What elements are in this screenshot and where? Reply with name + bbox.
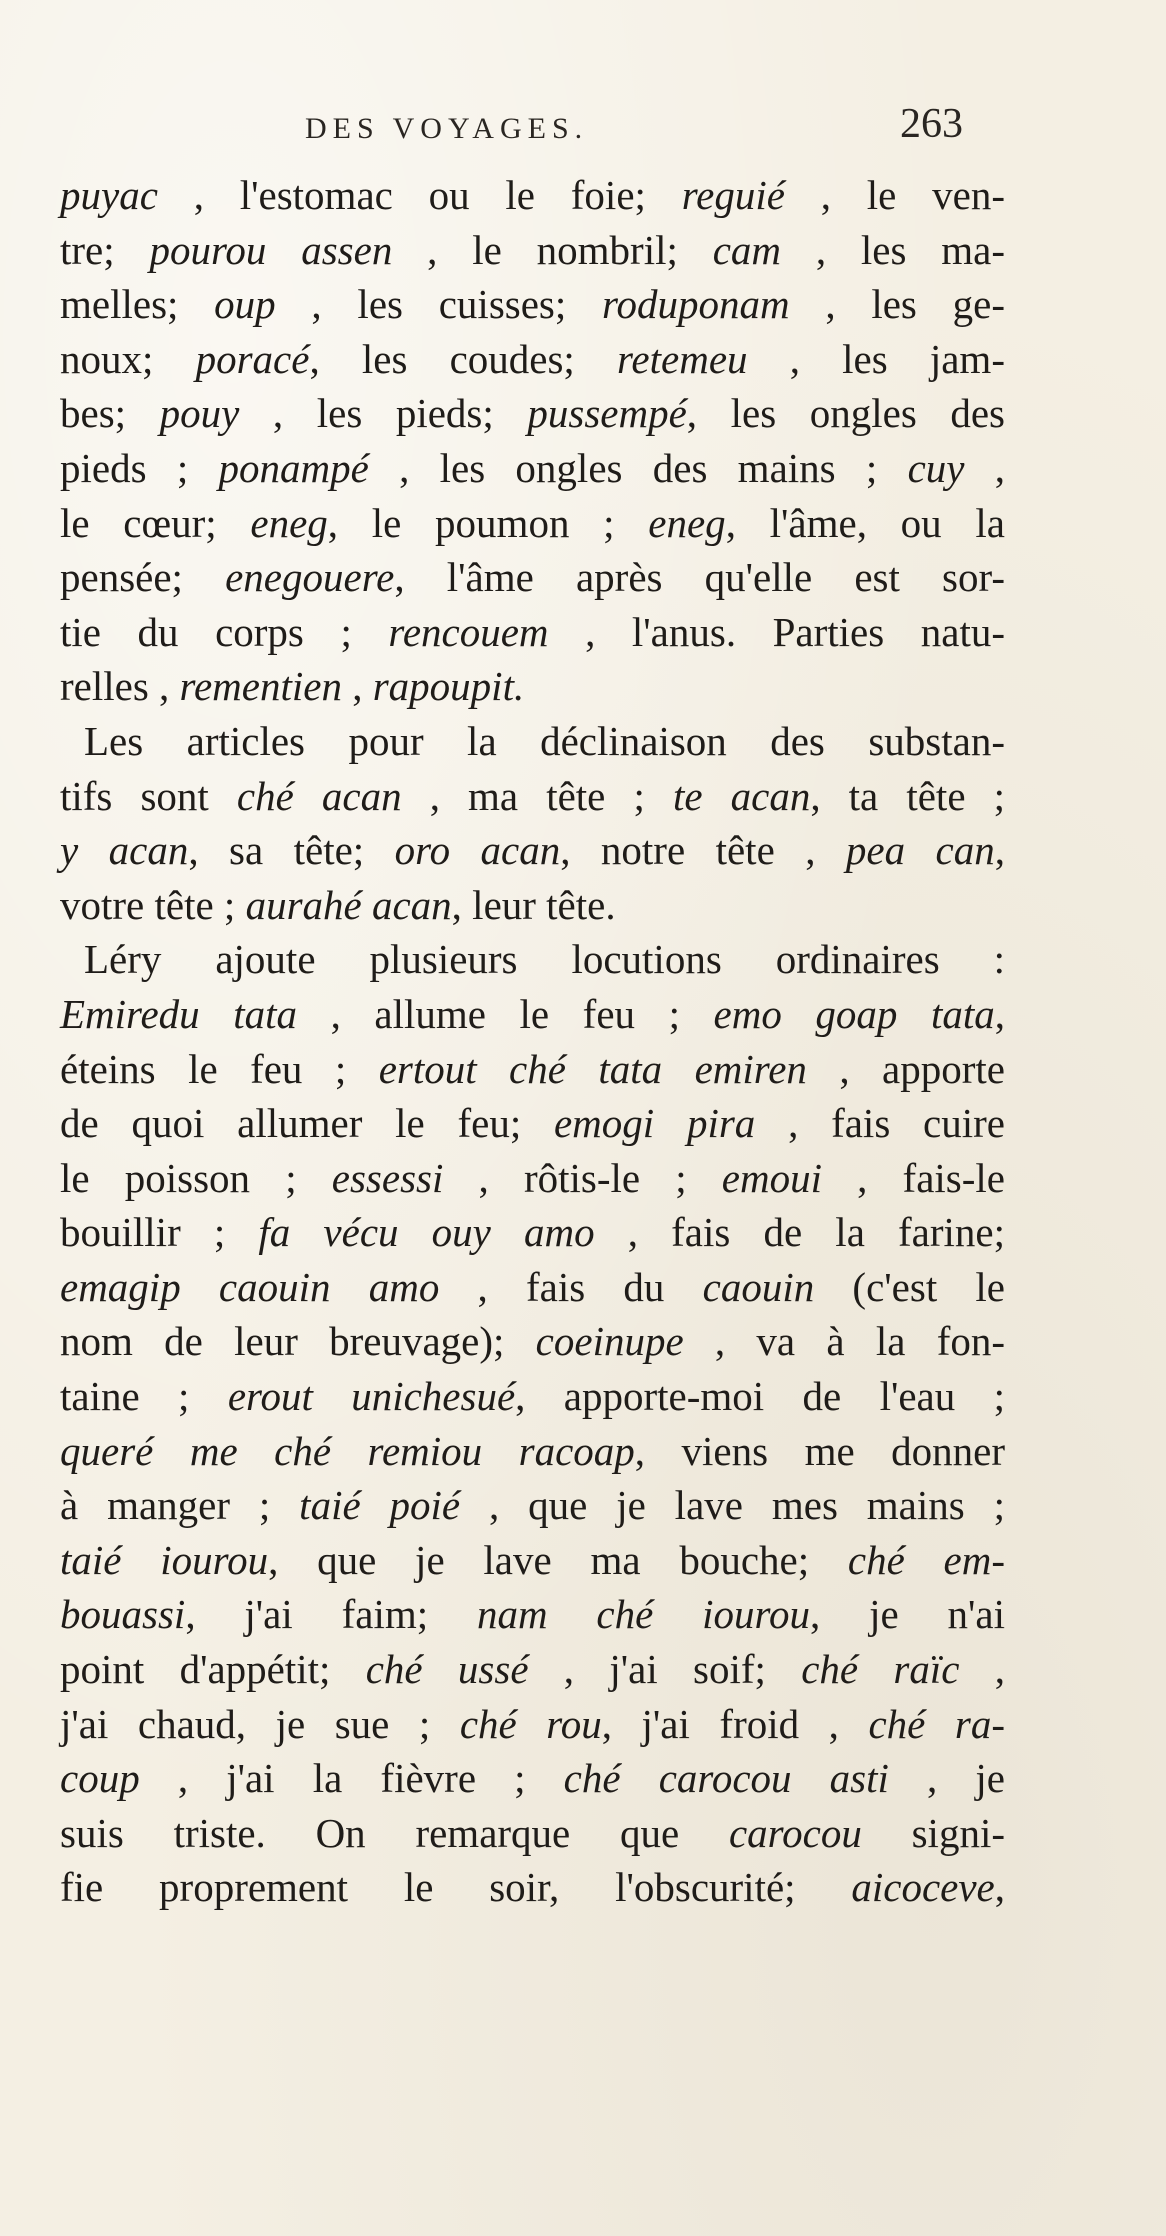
italic-term: eneg (648, 499, 726, 546)
text-run: tre; (60, 226, 150, 273)
text-run: de quoi allumer le feu; (60, 1100, 554, 1147)
italic-term: erout unichesué (227, 1373, 516, 1420)
text-run: , j'ai froid , (601, 1700, 869, 1747)
text-line (60, 1424, 1005, 1479)
text-run: , les coudes; (309, 335, 617, 382)
text-line (60, 1642, 1005, 1697)
text-line (60, 878, 1005, 933)
text-run: , le nombril; (392, 226, 713, 273)
text-run: , les ongles des mains ; (368, 444, 908, 491)
italic-term: enegouere (225, 554, 395, 601)
text-run: , j'ai la fièvre ; (139, 1755, 564, 1802)
italic-term: pouy (159, 390, 240, 437)
text-line (60, 769, 1005, 824)
text-run: , (959, 1646, 1005, 1693)
text-run: , je (888, 1755, 1006, 1802)
text-run: , les cuisses; (275, 281, 603, 328)
text-run: le poisson ; (60, 1154, 332, 1201)
text-line (60, 1533, 1005, 1588)
text-run: noux; (60, 335, 196, 382)
text-line (60, 496, 1005, 551)
text-line (60, 332, 1005, 387)
text-line (60, 1042, 1005, 1097)
text-run: , viens me donner (634, 1427, 1005, 1474)
italic-term: ché ra- (868, 1700, 1005, 1747)
text-run: melles; (60, 281, 215, 328)
text-run: bouillir ; (60, 1209, 259, 1256)
text-run: Les articles pour la déclinaison des substan- (84, 717, 1005, 764)
italic-term: coeinupe (535, 1318, 684, 1365)
text-run: , ma tête ; (401, 772, 673, 819)
text-run: , que je lave ma bouche; (268, 1536, 848, 1583)
italic-term: ché em- (847, 1536, 1005, 1583)
italic-term: ponampé (218, 444, 369, 491)
text-run: à manger ; (60, 1482, 300, 1529)
italic-term: essessi (331, 1154, 444, 1201)
text-line (60, 823, 1005, 878)
body-text (60, 168, 1005, 1915)
text-line (60, 1751, 1005, 1806)
text-run: bes; (60, 390, 160, 437)
italic-term: roduponam (602, 281, 790, 328)
text-run: , les jam- (747, 335, 1005, 382)
text-run: fie proprement le soir, l'obscurité; (60, 1864, 852, 1911)
italic-term: fa vécu ouy amo (258, 1209, 595, 1256)
italic-term: taié iourou (60, 1536, 269, 1583)
italic-term: coup (60, 1755, 140, 1802)
italic-term: ché rou (459, 1700, 602, 1747)
text-line (60, 1314, 1005, 1369)
italic-term: rencouem (388, 608, 549, 655)
italic-term: puyac (60, 172, 158, 218)
text-run: , les ongles des (686, 390, 1005, 437)
text-run: , je n'ai (809, 1591, 1005, 1638)
text-run: , le ven- (784, 172, 1005, 218)
text-run: , notre tête , (560, 827, 846, 874)
text-run: , (341, 663, 373, 710)
text-run: , (994, 1864, 1005, 1911)
text-run: , (994, 990, 1006, 1037)
italic-term: taié poié (299, 1482, 461, 1529)
text-run: , les ge- (789, 281, 1005, 328)
text-run: , fais de la farine; (594, 1209, 1006, 1256)
italic-term: Emiredu tata (60, 990, 298, 1037)
italic-term: oup (214, 281, 276, 328)
text-line (60, 1587, 1005, 1642)
italic-term: cuy (907, 444, 965, 491)
text-run: , ta tête ; (810, 772, 1005, 819)
text-run: , fais-le (821, 1154, 1005, 1201)
italic-term: ché ussé (365, 1646, 529, 1693)
text-run: tifs sont (60, 772, 237, 819)
italic-term: aicoceve (851, 1864, 995, 1911)
text-run: , fais du (439, 1263, 703, 1310)
text-run: éteins le feu ; (60, 1045, 379, 1092)
text-run: , l'âme après qu'elle est sor- (394, 554, 1005, 601)
text-line (60, 1806, 1005, 1861)
text-run: point d'appétit; (60, 1646, 366, 1693)
text-run: , l'anus. Parties natu- (548, 608, 1005, 655)
italic-term: ché carocou asti (563, 1755, 889, 1802)
italic-term: y acan (60, 827, 189, 874)
text-run: , allume le feu ; (297, 990, 714, 1037)
italic-term: retemeu (617, 335, 748, 382)
text-line (60, 277, 1005, 332)
text-run: j'ai chaud, je sue ; (60, 1700, 460, 1747)
text-run: , sa tête; (188, 827, 395, 874)
italic-term: nam ché iourou (476, 1591, 810, 1638)
text-line (60, 987, 1005, 1042)
text-line (60, 932, 1005, 987)
text-run: (c'est le (814, 1263, 1006, 1310)
text-run: Léry ajoute plusieurs locutions ordinaires : (84, 936, 1005, 983)
text-run: , va à la fon- (683, 1318, 1005, 1365)
italic-term: emoui (721, 1154, 822, 1201)
italic-term: reguié (681, 172, 785, 218)
text-run: , j'ai faim; (185, 1591, 477, 1638)
text-line (60, 386, 1005, 441)
text-run: , fais cuire (755, 1100, 1005, 1147)
running-head: DES VOYAGES. (305, 112, 589, 145)
text-line (60, 441, 1005, 496)
italic-term: emogi pira (553, 1100, 756, 1147)
text-line (60, 1205, 1005, 1260)
italic-term: bouassi (60, 1591, 186, 1638)
text-run: , l'âme, ou la (725, 499, 1005, 546)
text-run: signi- (861, 1809, 1005, 1856)
text-line (60, 1151, 1005, 1206)
text-line (60, 550, 1005, 605)
italic-term: rapoupit. (372, 663, 525, 710)
text-run: nom de leur breuvage); (60, 1318, 536, 1365)
italic-term: pea can (845, 827, 995, 874)
page-number: 263 (900, 101, 963, 147)
text-run: , rôtis-le ; (443, 1154, 722, 1201)
text-line (60, 1697, 1005, 1752)
italic-term: oro acan (394, 827, 561, 874)
text-run: , (994, 827, 1005, 874)
italic-term: emagip caouin amo (60, 1263, 440, 1310)
text-line (60, 659, 1005, 714)
italic-term: carocou (728, 1809, 862, 1856)
text-run: tie du corps ; (60, 608, 389, 655)
text-run: le cœur; (60, 499, 251, 546)
text-run: suis triste. On remarque que (60, 1809, 729, 1856)
italic-term: caouin (702, 1263, 815, 1310)
italic-term: poracé (195, 335, 310, 382)
text-line (60, 1860, 1005, 1915)
italic-term: eneg (250, 499, 328, 546)
text-line (60, 1478, 1005, 1533)
text-line (60, 168, 1005, 223)
italic-term: queré me ché remiou racoap (60, 1427, 635, 1474)
text-line (60, 605, 1005, 660)
italic-term: pussempé (527, 390, 687, 437)
text-run: , que je lave mes mains ; (460, 1482, 1005, 1529)
text-run: taine ; (60, 1373, 228, 1420)
text-run: pieds ; (60, 444, 219, 491)
text-run: , l'estomac ou le foie; (157, 172, 682, 218)
text-line (60, 1096, 1005, 1151)
text-run: relles , (60, 663, 180, 710)
italic-term: ché acan (236, 772, 402, 819)
italic-term: ertout ché tata emiren (378, 1045, 807, 1092)
italic-term: ché raïc (801, 1646, 960, 1693)
text-run: votre tête ; (60, 881, 246, 928)
text-line (60, 714, 1005, 769)
text-run: , leur tête. (451, 881, 616, 928)
italic-term: emo goap tata (713, 990, 995, 1037)
text-run: , les pieds; (239, 390, 528, 437)
text-line (60, 223, 1005, 278)
italic-term: te acan (672, 772, 811, 819)
text-line (60, 1369, 1005, 1424)
italic-term: pourou assen (149, 226, 393, 273)
text-run: , apporte (806, 1045, 1005, 1092)
italic-term: rementien (179, 663, 342, 710)
text-run: , (964, 444, 1006, 491)
text-run: , j'ai soif; (528, 1646, 802, 1693)
text-run: , le poumon ; (327, 499, 649, 546)
text-line (60, 1260, 1005, 1315)
text-run: , apporte-moi de l'eau ; (515, 1373, 1006, 1420)
text-run: , les ma- (781, 226, 1006, 273)
italic-term: cam (712, 226, 781, 273)
italic-term: aurahé acan (245, 881, 452, 928)
text-run: pensée; (60, 554, 226, 601)
